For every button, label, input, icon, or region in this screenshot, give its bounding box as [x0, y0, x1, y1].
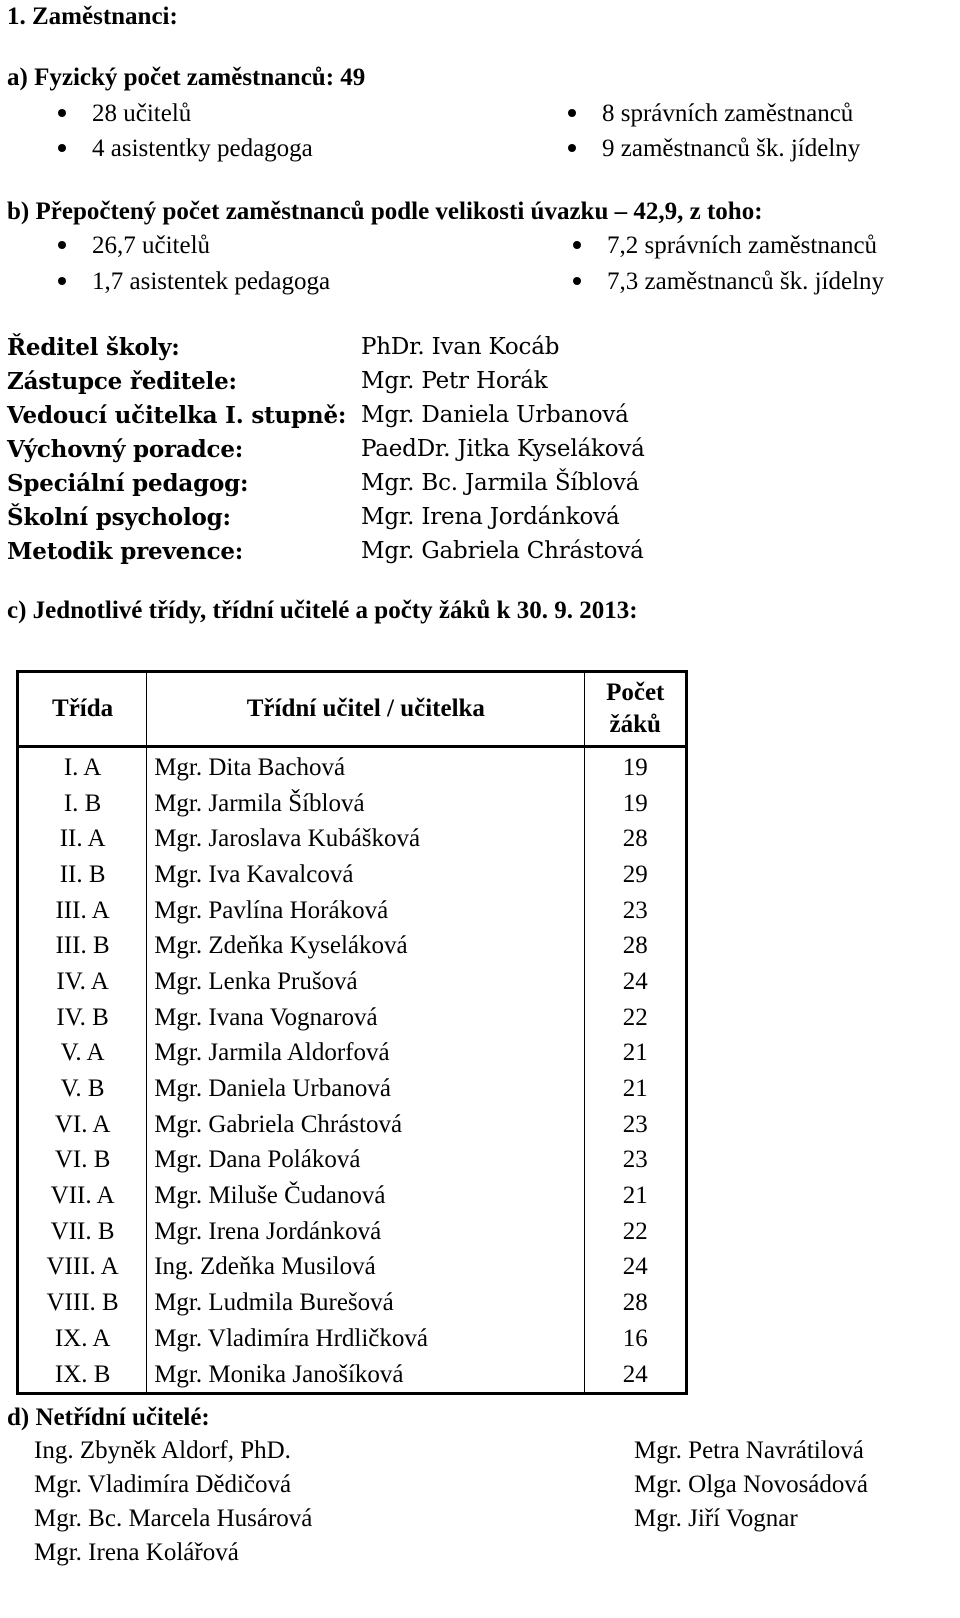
bullet-icon	[568, 144, 576, 152]
table-row	[18, 1178, 687, 1214]
cell-class: V. A	[18, 1036, 147, 1072]
cell-count: 28	[622, 932, 648, 960]
cell-class: I. A	[18, 747, 147, 786]
table-row	[18, 1143, 687, 1179]
table-row	[18, 1214, 687, 1250]
bullet-icon	[573, 241, 581, 249]
cell-teacher: Mgr. Lenka Prušová	[147, 964, 585, 1000]
cell-class: II. A	[18, 821, 147, 857]
cell-class: VIII. A	[18, 1250, 147, 1286]
bullet-icon	[568, 109, 576, 117]
staff-row	[7, 538, 907, 572]
staff-label: Metodik prevence:	[7, 538, 244, 565]
bullet-icon	[573, 277, 581, 285]
table-row	[18, 747, 687, 786]
cell-teacher: Mgr. Dana Poláková	[147, 1143, 585, 1179]
staff-value: PaedDr. Jitka Kyseláková	[361, 436, 645, 462]
cell-class: II. B	[18, 857, 147, 893]
staff-row	[7, 334, 907, 368]
cell-count: 24	[622, 1360, 648, 1388]
table-row	[18, 1107, 687, 1143]
cell-teacher: Mgr. Iva Kavalcová	[147, 857, 585, 893]
cell-count: 29	[622, 860, 648, 888]
staff-value: Mgr. Irena Jordánková	[361, 504, 620, 530]
staff-value: Mgr. Daniela Urbanová	[361, 402, 629, 428]
cell-class: III. A	[18, 893, 147, 929]
cell-teacher: Mgr. Ludmila Burešová	[147, 1285, 585, 1321]
cell-teacher: Mgr. Pavlína Horáková	[147, 893, 585, 929]
cell-teacher: Mgr. Jarmila Šíblová	[147, 786, 585, 822]
cell-class: IV. B	[18, 1000, 147, 1036]
cell-teacher: Mgr. Zdeňka Kyseláková	[147, 928, 585, 964]
cell-teacher: Mgr. Daniela Urbanová	[147, 1071, 585, 1107]
staff-label: Školní psycholog:	[7, 504, 231, 531]
table-row	[18, 1321, 687, 1357]
cell-class: V. B	[18, 1071, 147, 1107]
staff-label: Zástupce ředitele:	[7, 368, 237, 395]
column-header-count: Počet žáků	[585, 672, 687, 747]
subsection-c-heading: c) Jednotlivé třídy, třídní učitelé a počty žáků k 30. 9. 2013:	[7, 597, 638, 624]
column-header-class: Třída	[18, 672, 147, 747]
cell-class: IX. A	[18, 1321, 147, 1357]
cell-count: 19	[622, 753, 648, 781]
cell-count: 23	[622, 1110, 648, 1138]
teacher-name: Mgr. Jiří Vognar	[634, 1505, 798, 1532]
cell-teacher: Mgr. Irena Jordánková	[147, 1214, 585, 1250]
table-row	[18, 857, 687, 893]
cell-class: VII. B	[18, 1214, 147, 1250]
staff-row	[7, 368, 907, 402]
cell-teacher: Mgr. Vladimíra Hrdličková	[147, 1321, 585, 1357]
cell-teacher: Mgr. Monika Janošíková	[147, 1357, 585, 1394]
cell-count: 22	[622, 1003, 648, 1031]
cell-count: 23	[622, 896, 648, 924]
cell-count: 21	[622, 1182, 648, 1210]
cell-count: 21	[622, 1075, 648, 1103]
staff-row	[7, 436, 907, 470]
cell-count: 24	[622, 1253, 648, 1281]
cell-class: I. B	[18, 786, 147, 822]
staff-label: Ředitel školy:	[7, 334, 180, 361]
subsection-a-heading: a) Fyzický počet zaměstnanců: 49	[7, 64, 366, 91]
staff-label: Vedoucí učitelka I. stupně:	[7, 402, 347, 429]
table-row	[18, 1285, 687, 1321]
cell-class: III. B	[18, 928, 147, 964]
cell-class: VI. B	[18, 1143, 147, 1179]
bullet-icon	[58, 241, 66, 249]
cell-class: VIII. B	[18, 1285, 147, 1321]
teacher-name: Ing. Zbyněk Aldorf, PhD.	[34, 1437, 291, 1464]
cell-class: IV. A	[18, 964, 147, 1000]
cell-teacher: Mgr. Miluše Čudanová	[147, 1178, 585, 1214]
teacher-name: Mgr. Petra Navrátilová	[634, 1437, 864, 1464]
cell-count: 28	[622, 1289, 648, 1317]
table-row	[18, 1250, 687, 1286]
cell-teacher: Mgr. Ivana Vognarová	[147, 1000, 585, 1036]
classes-table	[16, 670, 688, 1395]
column-header-teacher: Třídní učitel / učitelka	[147, 672, 585, 747]
cell-teacher: Mgr. Dita Bachová	[147, 747, 585, 786]
staff-row	[7, 402, 907, 436]
bullet-icon	[58, 109, 66, 117]
table-row	[18, 964, 687, 1000]
table-row	[18, 928, 687, 964]
staff-label: Speciální pedagog:	[7, 470, 249, 497]
cell-count: 16	[622, 1324, 648, 1352]
staff-row	[7, 470, 907, 504]
cell-teacher: Mgr. Gabriela Chrástová	[147, 1107, 585, 1143]
teacher-name: Mgr. Irena Kolářová	[34, 1539, 239, 1566]
table-header-row	[18, 672, 687, 747]
teacher-name: Mgr. Olga Novosádová	[634, 1471, 868, 1498]
table-row	[18, 786, 687, 822]
teacher-name: Mgr. Vladimíra Dědičová	[34, 1471, 292, 1498]
cell-count: 21	[622, 1039, 648, 1067]
subsection-d-heading: d) Netřídní učitelé:	[7, 1404, 210, 1431]
cell-count: 24	[622, 967, 648, 995]
table-row	[18, 1071, 687, 1107]
section-heading: 1. Zaměstnanci:	[7, 3, 178, 30]
table-row	[18, 821, 687, 857]
table-row	[18, 1357, 687, 1394]
cell-teacher: Mgr. Jaroslava Kubášková	[147, 821, 585, 857]
bullet-icon	[58, 144, 66, 152]
cell-teacher: Mgr. Jarmila Aldorfová	[147, 1036, 585, 1072]
staff-row	[7, 504, 907, 538]
table-row	[18, 893, 687, 929]
cell-class: VI. A	[18, 1107, 147, 1143]
staff-label: Výchovný poradce:	[7, 436, 244, 463]
teacher-name: Mgr. Bc. Marcela Husárová	[34, 1505, 313, 1532]
cell-count: 23	[622, 1146, 648, 1174]
bullet-icon	[58, 277, 66, 285]
staff-value: Mgr. Petr Horák	[361, 368, 548, 394]
cell-class: VII. A	[18, 1178, 147, 1214]
cell-count: 28	[622, 825, 648, 853]
staff-value: PhDr. Ivan Kocáb	[361, 334, 560, 360]
cell-count: 19	[622, 789, 648, 817]
cell-teacher: Ing. Zdeňka Musilová	[147, 1250, 585, 1286]
staff-value: Mgr. Gabriela Chrástová	[361, 538, 644, 564]
staff-value: Mgr. Bc. Jarmila Šíblová	[361, 470, 640, 496]
table-row	[18, 1036, 687, 1072]
subsection-b-heading: b) Přepočtený počet zaměstnanců podle velikosti úvazku – 42,9, z toho:	[7, 198, 763, 225]
table-row	[18, 1000, 687, 1036]
cell-count: 22	[622, 1217, 648, 1245]
cell-class: IX. B	[18, 1357, 147, 1394]
